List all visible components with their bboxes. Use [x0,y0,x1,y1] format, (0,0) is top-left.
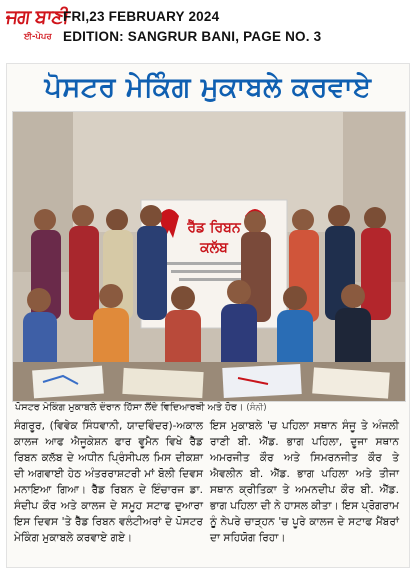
edition-info: EDITION: SANGRUR BANI, PAGE NO. 3 [63,29,322,44]
photo-caption [15,402,403,413]
article-column-right [210,418,399,546]
logo-subtext: ਈ-ਪੇਪਰ [24,32,52,42]
body-text-right: ਇਸ ਮੁਕਾਬਲੇ 'ਚ ਪਹਿਲਾ ਸਥਾਨ ਸੰਜੂ ਤੇ ਅੰਜਲੀ ਰਾਣੀ ਬੀ. ਐੱਡ. ਭਾਗ ਪਹਿਲਾ, ਦੂਜਾ ਸਥਾਨ ਅਮਰਜੀਤ ਕੌਰ ਅਤੇ ਸਿਮਰਨਜੀਤ ਕੌਰ ਤੇ ਐਵਲੀਨ ਬੀ. ਐੱਡ. ਭਾਗ ਪਹਿਲਾ ਅਤੇ ਤੀਜਾ ਸਥਾਨ ਕ੍ਰੀਤਿਕਾ ਤੇ ਅਮਨਦੀਪ ਕੌਰ ਬੀ. ਐੱਡ. ਭਾਗ ਪਹਿਲਾ ਦੀ ਨੇ ਹਾਸਲ ਕੀਤਾ। ਇਸ ਪ੍ਰੋਗਰਾਮ ਨੂੰ ਨੇਪਰੇ ਚਾੜ੍ਹਨ 'ਚ ਪੂਰੇ ਕਾਲਜ ਦੇ ਸਟਾਫ ਮੈਂਬਰਾਂ ਦਾ ਸਹਿਯੋਗ ਰਿਹਾ। [210,420,399,544]
newspaper-clipping [6,63,410,568]
poster-table [13,362,405,401]
article-photo [12,111,406,402]
article-column-left [14,418,203,546]
article-headline: ਪੋਸਟਰ ਮੇਕਿੰਗ ਮੁਕਾਬਲੇ ਕਰਵਾਏ [44,72,372,103]
logo-text: ਜਗ ਬਾਣੀ [4,6,71,28]
publication-date: FRI,23 FEBRUARY 2024 [63,9,220,24]
caption-text: ਪੋਸਟਰ ਮੇਕਿੰਗ ਮੁਕਾਬਲੇ ਦੌਰਾਨ ਹਿੱਸਾ ਲੈਂਦੇ ਵਿਦਿਆਰਥੀ ਅਤੇ ਹੋਰ। [15,402,244,413]
caption-credit: (ਸੰਨੀ) [246,403,267,413]
jagbani-logo [4,4,71,54]
body-text-left: ਸੰਗਰੂਰ, (ਵਿਵੇਕ ਸਿੰਧਵਾਨੀ, ਯਾਦਵਿੰਦਰ)-ਅਕਾਲ ਕਾਲਜ ਆਫ ਐਜੂਕੇਸ਼ਨ ਫਾਰ ਵੂਮੈਨ ਵਿਖੇ ਰੈੱਡ ਰਿਬਨ ਕਲੱਬ ਦੇ ਅਧੀਨ ਪ੍ਰਿੰਸੀਪਲ ਮਿਸ ਦੀਕਸ਼ਾ ਦੀ ਅਗਵਾਈ ਹੇਠ ਅੰਤਰਰਾਸ਼ਟਰੀ ਮਾਂ ਬੋਲੀ ਦਿਵਸ ਮਨਾਇਆ ਗਿਆ। ਰੈੱਡ ਰਿਬਨ ਦੇ ਇੰਚਾਰਜ ਡਾ. ਸੰਦੀਪ ਕੌਰ ਅਤੇ ਕਾਲਜ ਦੇ ਸਮੂਹ ਸਟਾਫ ਦੁਆਰਾ ਇਸ ਦਿਵਸ 'ਤੇ ਰੈੱਡ ਰਿਬਨ ਵਲੰਟੀਅਰਾਂ ਦੇ ਪੋਸਟਰ ਮੇਕਿੰਗ ਮੁਕਾਬਲੇ ਕਰਵਾਏ ਗਏ। [14,420,203,544]
banner-title: ਰੈੱਡ ਰਿਬਨ [187,220,241,236]
banner-subtitle: ਕਲੱਬ [200,240,228,256]
